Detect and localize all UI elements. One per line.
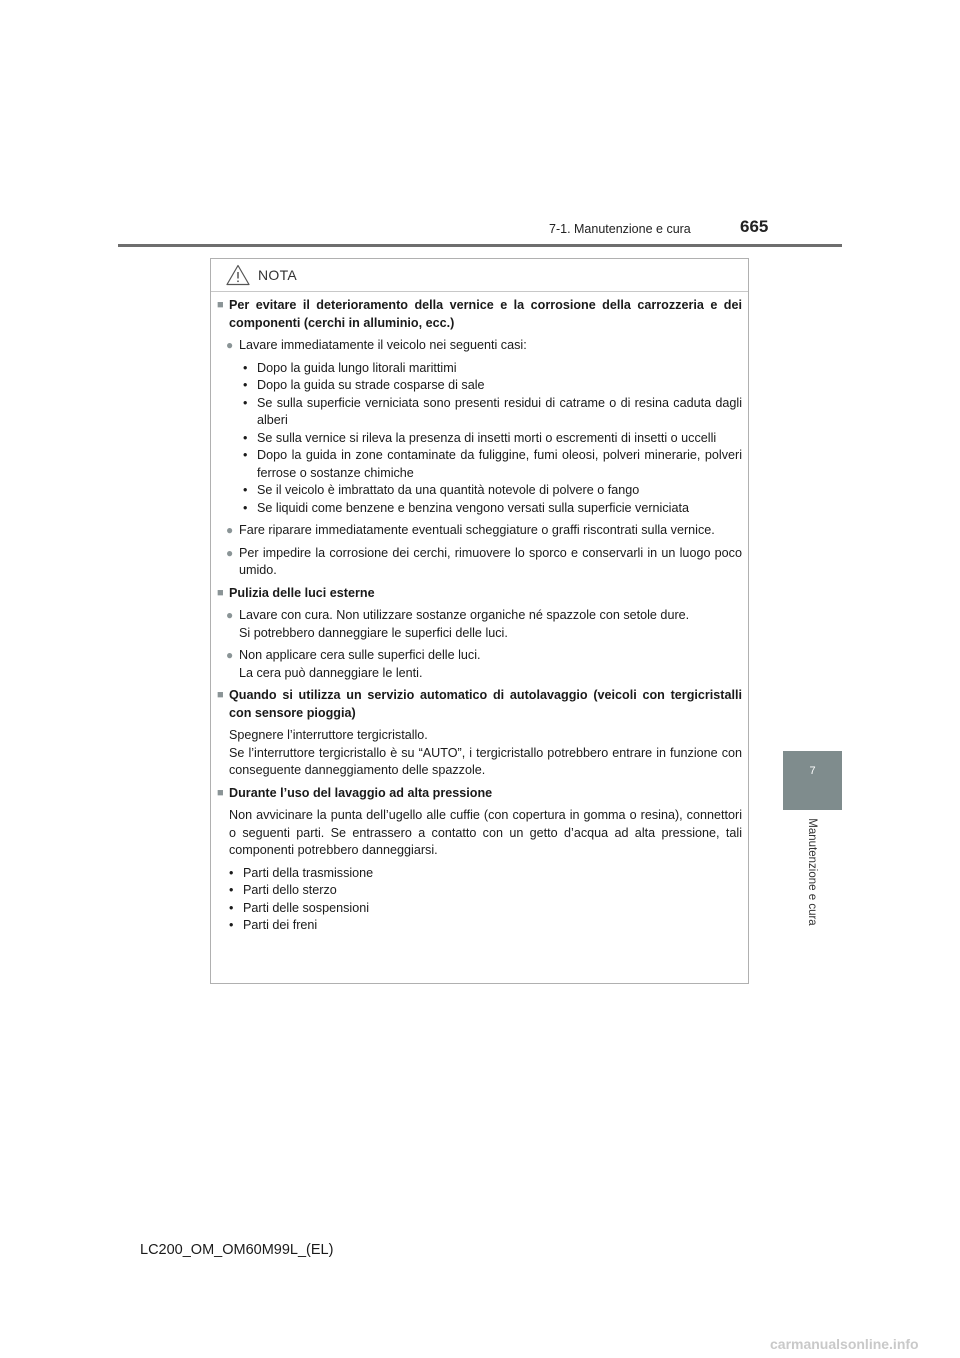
chapter-side-label: Manutenzione e cura xyxy=(806,818,818,926)
bullet-dot: • xyxy=(229,918,234,932)
notice-divider xyxy=(211,291,748,292)
notice-title: NOTA xyxy=(258,267,298,283)
bullet-dot: • xyxy=(243,448,248,462)
bullet-dot: • xyxy=(229,865,234,880)
item-text: Fare riparare immediatamente eventuali scheggiature o graffi riscontrati sulla vernice. xyxy=(239,523,715,537)
bullet-dot: • xyxy=(243,500,248,515)
paragraph: Non avvicinare la punta dell’ugello alle cuffie (con copertura in gomma o resina), connettori o seguenti parti. Se entrassero a contatto con un getto d’acqua ad alta pressione, tali componenti potrebbero danneggiarsi. xyxy=(229,808,742,857)
circle-item xyxy=(217,522,742,540)
topic-title: Durante l’uso del lavaggio ad alta pressione xyxy=(229,785,493,800)
bullet-text: Parti dei freni xyxy=(243,918,318,932)
watermark: carmanualsonline.info xyxy=(770,1336,919,1352)
circle-item xyxy=(217,337,742,355)
bullet-item xyxy=(243,447,742,482)
notice-box xyxy=(210,258,749,984)
bullet-item xyxy=(243,482,742,500)
circle-item xyxy=(217,607,742,642)
bullet-text: Se sulla vernice si rileva la presenza di insetti morti o escrementi di insetti o uccelli xyxy=(257,430,717,445)
square-bullet-icon: ■ xyxy=(217,299,224,311)
paragraph-line: Se l’interruttore tergicristallo è su “AUTO”, i tergicristallo potrebbero entrare in funzione con conseguente danneggiamento delle spazzole. xyxy=(229,745,742,777)
bullet-item xyxy=(229,900,742,918)
item-line: Si potrebbero danneggiare le superfici delle luci. xyxy=(239,625,508,640)
bullet-text: Se sulla superficie verniciata sono presenti residui di catrame o di resina caduta dagli alberi xyxy=(257,395,742,427)
bullet-item xyxy=(243,395,742,430)
bullet-dot: • xyxy=(243,430,248,445)
notice-header xyxy=(226,262,297,288)
bullet-dot: • xyxy=(229,900,234,915)
bullet-text: Se il veicolo è imbrattato da una quantità notevole di polvere o fango xyxy=(257,483,640,497)
topic-title: Pulizia delle luci esterne xyxy=(229,585,375,600)
bullet-dot: • xyxy=(229,883,234,897)
notice-content xyxy=(217,297,742,935)
circle-bullet-icon: ● xyxy=(226,523,234,537)
topic-heading xyxy=(217,785,742,803)
item-line: La cera può danneggiare le lenti. xyxy=(239,665,423,680)
bullet-text: Dopo la guida lungo litorali marittimi xyxy=(257,360,457,375)
bullet-item xyxy=(243,360,742,378)
circle-bullet-icon: ● xyxy=(226,338,234,352)
circle-bullet-icon: ● xyxy=(226,608,234,622)
item-text: Per impedire la corrosione dei cerchi, rimuovere lo sporco e conservarli in un luogo poco umido. xyxy=(239,545,742,577)
circle-item xyxy=(217,647,742,682)
bullet-dot: • xyxy=(243,395,248,410)
item-text xyxy=(239,647,742,682)
bullet-dot: • xyxy=(243,360,248,375)
bullet-list xyxy=(217,865,742,935)
bullet-item xyxy=(243,430,742,448)
paragraph xyxy=(217,727,742,780)
topic-title: Quando si utilizza un servizio automatico di autolavaggio (veicoli con tergicristalli con sensore pioggia) xyxy=(229,688,742,720)
circle-bullet-icon: ● xyxy=(226,545,234,560)
circle-bullet-icon: ● xyxy=(226,648,234,662)
bullet-text: Se liquidi come benzene e benzina vengono versati sulla superficie verniciata xyxy=(257,500,689,515)
bullet-item xyxy=(243,500,742,518)
topic-heading xyxy=(217,687,742,722)
paragraph-line: Spegnere l’interruttore tergicristallo. xyxy=(229,728,428,742)
header-rule xyxy=(118,244,842,247)
warning-triangle-icon xyxy=(226,264,250,286)
bullet-list xyxy=(217,360,742,518)
bullet-item xyxy=(229,917,742,935)
bullet-text: Dopo la guida su strade cosparse di sale xyxy=(257,378,485,392)
page-number: 665 xyxy=(740,217,769,236)
document-code: LC200_OM_OM60M99L_(EL) xyxy=(140,1242,334,1258)
item-text: Lavare immediatamente il veicolo nei seguenti casi: xyxy=(239,338,527,352)
chapter-number: 7 xyxy=(809,765,816,777)
section-header: 7-1. Manutenzione e cura xyxy=(549,222,691,236)
square-bullet-icon: ■ xyxy=(217,586,224,599)
chapter-tab xyxy=(783,751,842,810)
topic-heading xyxy=(217,297,742,332)
item-text xyxy=(239,607,742,642)
bullet-dot: • xyxy=(243,483,248,497)
topic-heading xyxy=(217,585,742,603)
circle-item xyxy=(217,545,742,580)
square-bullet-icon: ■ xyxy=(217,689,224,701)
bullet-text: Parti della trasmissione xyxy=(243,865,374,880)
bullet-text: Parti delle sospensioni xyxy=(243,900,370,915)
bullet-item xyxy=(229,882,742,900)
bullet-text: Dopo la guida in zone contaminate da fuliggine, fumi oleosi, polveri minerarie, polveri ferrose o sostanze chimiche xyxy=(257,448,742,480)
bullet-item xyxy=(243,377,742,395)
bullet-text: Parti dello sterzo xyxy=(243,883,337,897)
item-line: Non applicare cera sulle superfici delle luci. xyxy=(239,648,481,662)
square-bullet-icon: ■ xyxy=(217,786,224,799)
topic-title: Per evitare il deterioramento della vernice e la corrosione della carrozzeria e dei componenti (cerchi in alluminio, ecc.) xyxy=(229,298,742,330)
item-line: Lavare con cura. Non utilizzare sostanze organiche né spazzole con setole dure. xyxy=(239,608,690,622)
bullet-dot: • xyxy=(243,378,248,392)
bullet-item xyxy=(229,865,742,883)
